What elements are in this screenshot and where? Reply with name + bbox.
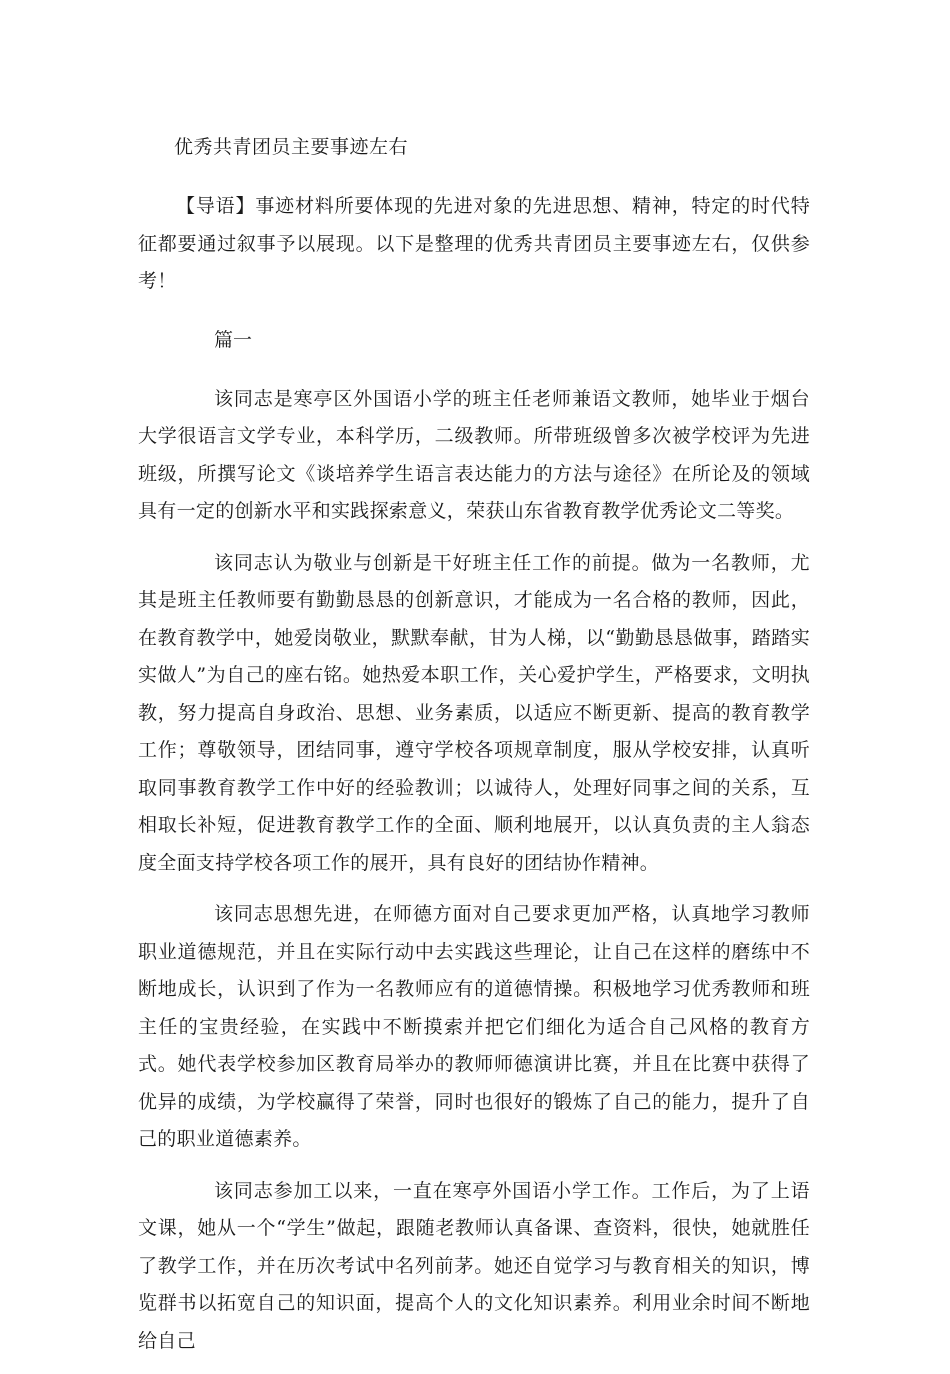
section-heading: 篇一 — [214, 328, 253, 351]
body-paragraph-1: 该同志是寒亭区外国语小学的班主任老师兼语文教师，她毕业于烟台大学很语言文学专业，本科学历，二级教师。所带班级曾多次被学校评为先进班级，所撰写论文《谈培养学生语言表达能力的方法与途径》在所论及的领域具有一定的创新水平和实践探索意义，荣获山东省教育教学优秀论文二等奖。 — [138, 387, 810, 522]
document-title: 优秀共青团员主要事迹左右 — [174, 136, 409, 158]
document-page — [138, 128, 810, 1374]
lead-paragraph: 【导语】事迹材料所要体现的先进对象的先进思想、精神，特定的时代特征都要通过叙事予以展现。以下是整理的优秀共青团员主要事迹左右，仅供参考！ — [138, 195, 810, 292]
body-paragraph-4: 该同志参加工以来，一直在寒亭外国语小学工作。工作后，为了上语文课，她从一个“学生”做起，跟随老教师认真备课、查资料，很快，她就胜任了教学工作，并在历次考试中名列前茅。她还自觉学习与教育相关的知识，博览群书以拓宽自己的知识面，提高个人的文化知识素养。利用业余时间不断地给自己 — [138, 1179, 810, 1352]
body-paragraph-2: 该同志认为敬业与创新是干好班主任工作的前提。做为一名教师，尤其是班主任教师要有勤勤恳恳的创新意识，才能成为一名合格的教师，因此，在教育教学中，她爱岗敬业，默默奉献，甘为人梯，以“勤勤恳恳做事，踏踏实实做人”为自己的座右铭。她热爱本职工作，关心爱护学生，严格要求，文明执教，努力提高自身政治、思想、业务素质，以适应不断更新、提高的教育教学工作；尊敬领导，团结同事，遵守学校各项规章制度，服从学校安排，认真听取同事教育教学工作中好的经验教训；以诚待人，处理好同事之间的关系，互相取长补短，促进教育教学工作的全面、顺利地展开，以认真负责的主人翁态度全面支持学校各项工作的展开，具有良好的团结协作精神。 — [138, 551, 810, 874]
body-paragraph-3: 该同志思想先进，在师德方面对自己要求更加严格，认真地学习教师职业道德规范，并且在实际行动中去实践这些理论，让自己在这样的磨练中不断地成长，认识到了作为一名教师应有的道德情操。积极地学习优秀教师和班主任的宝贵经验，在实践中不断摸索并把它们细化为适合自己风格的教育方式。她代表学校参加区教育局举办的教师师德演讲比赛，并且在比赛中获得了优异的成绩，为学校赢得了荣誉，同时也很好的锻炼了自己的能力，提升了自己的职业道德素养。 — [138, 903, 810, 1150]
